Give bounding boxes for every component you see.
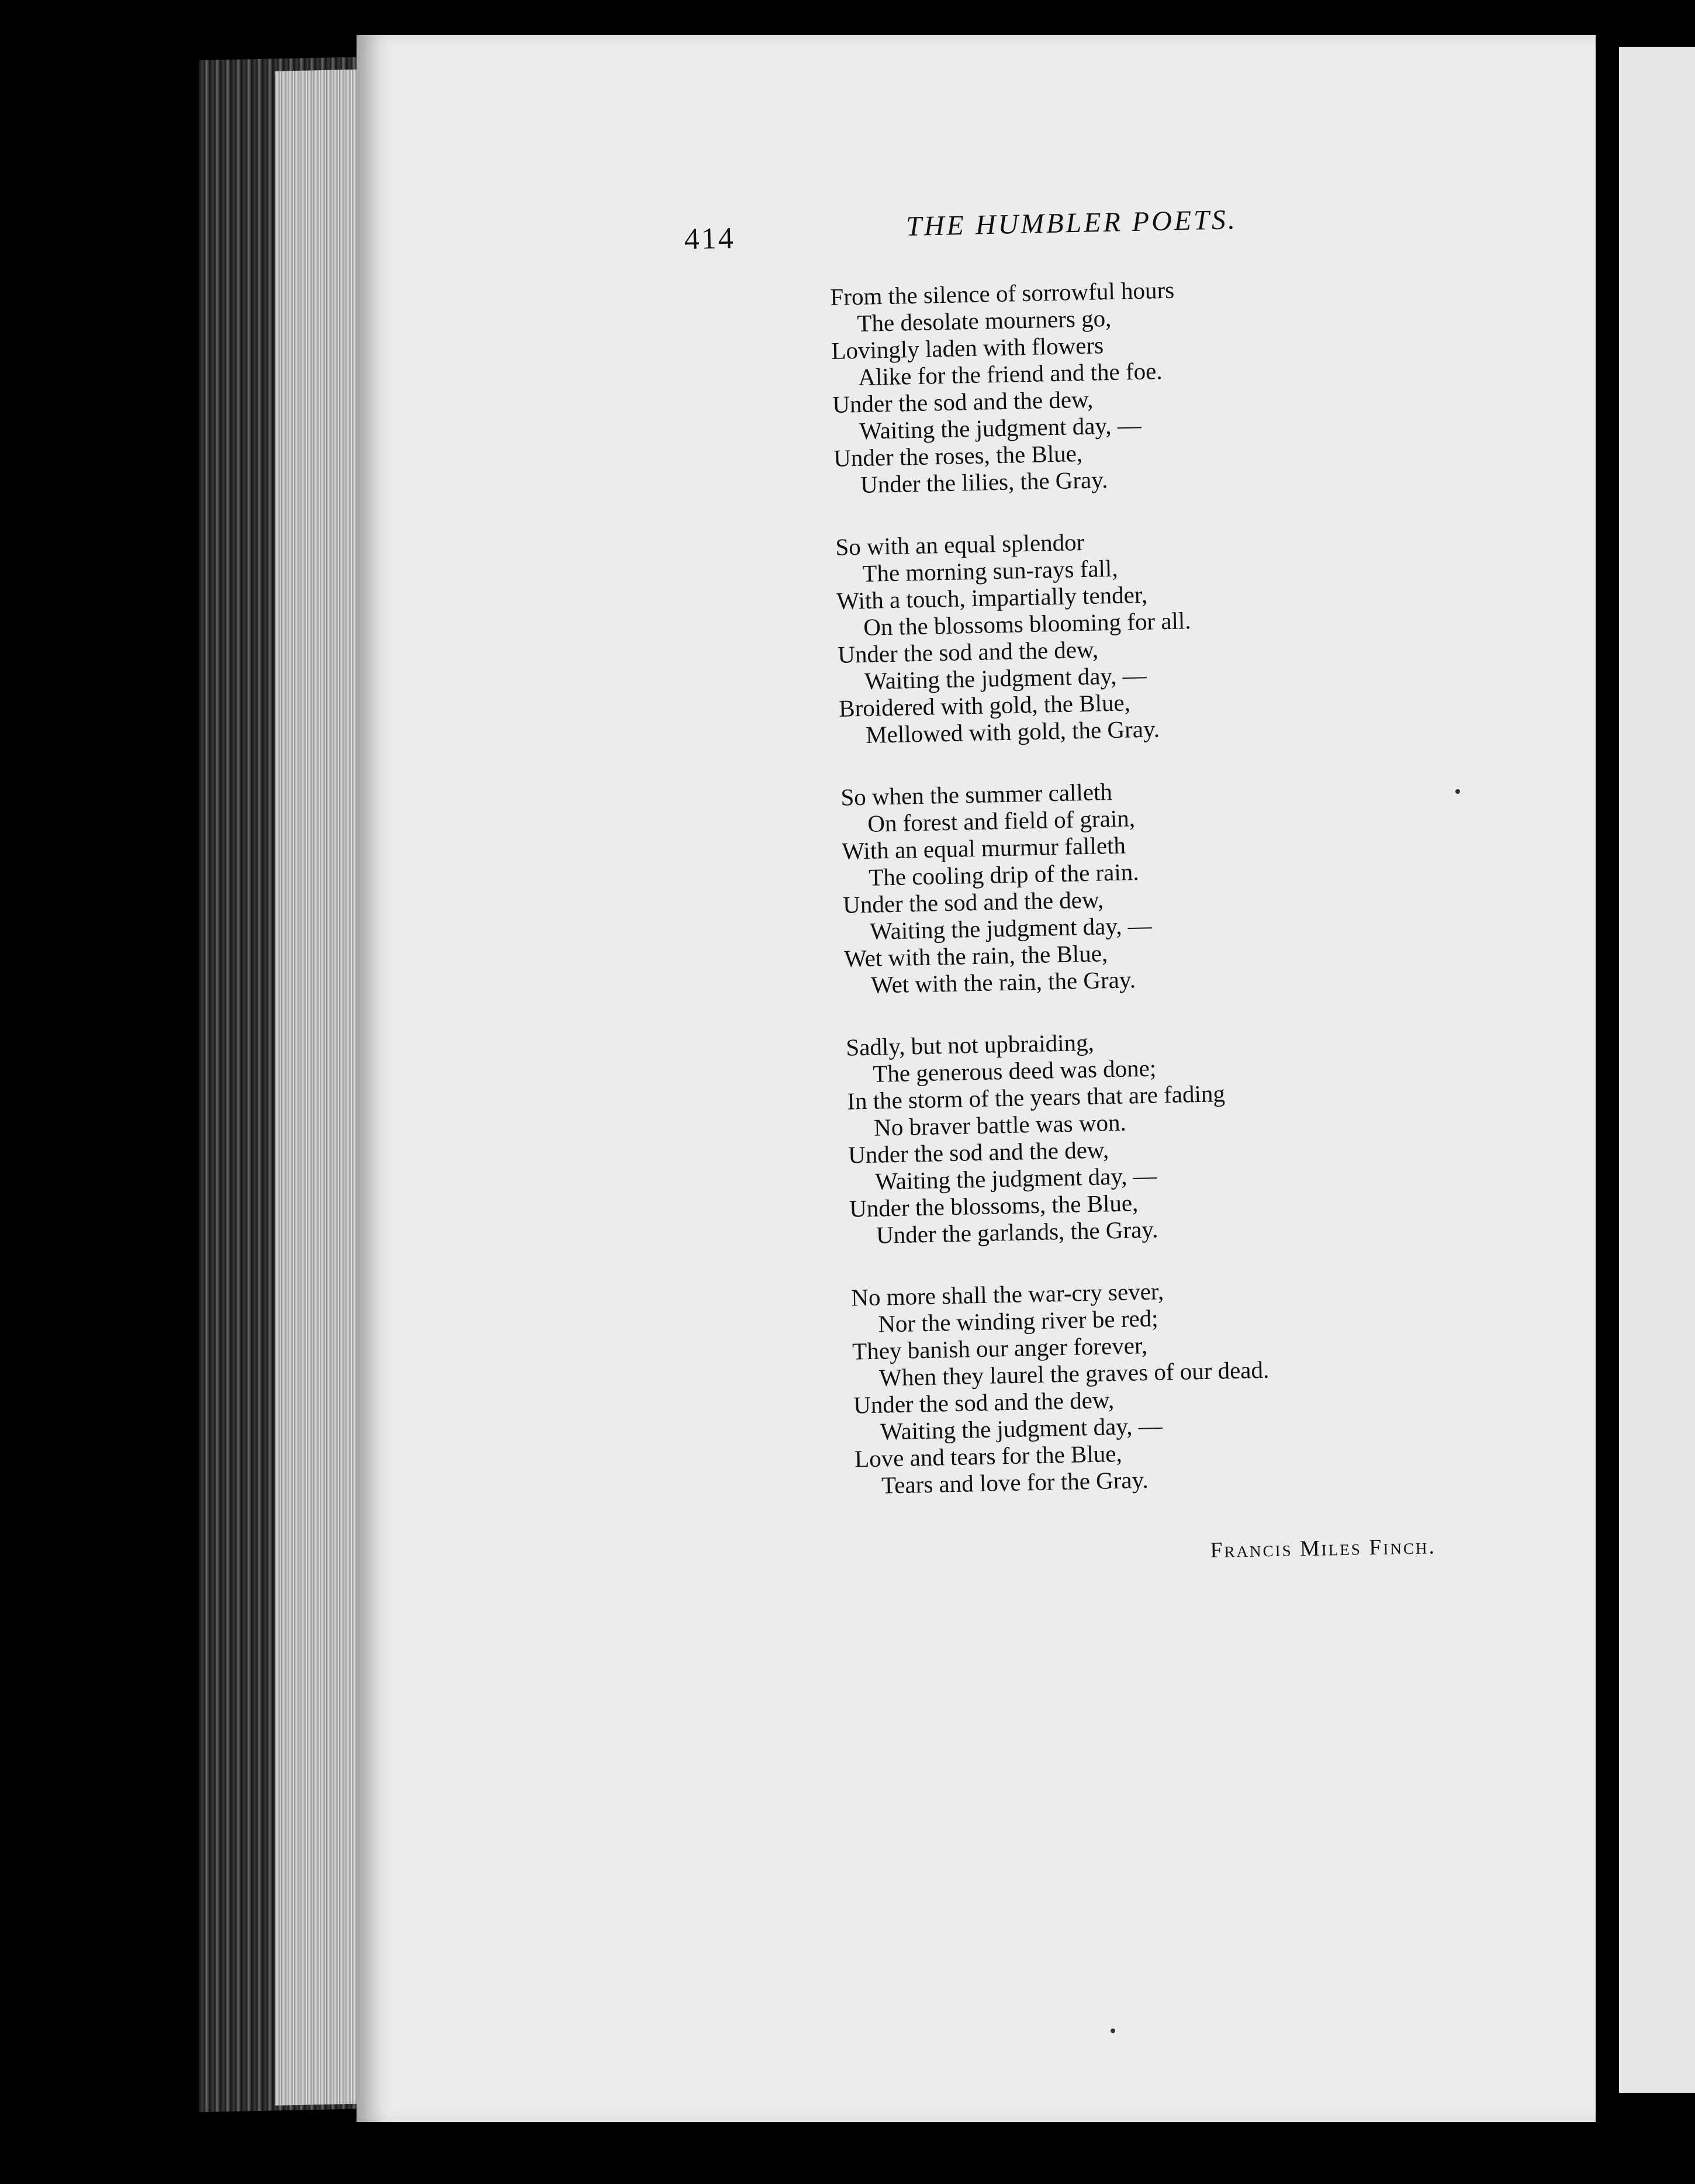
poem-line: From the silence of sorrowful hours xyxy=(830,276,1175,310)
poem-line: Waiting the judgment day, — xyxy=(859,411,1142,444)
poem-line: The cooling drip of the rain. xyxy=(868,858,1139,891)
poem-line: On forest and field of grain, xyxy=(867,804,1136,837)
poem-line: Waiting the judgment day, — xyxy=(869,911,1153,945)
facing-page-edge xyxy=(1619,47,1695,2093)
poem-line: Waiting the judgment day, — xyxy=(864,661,1147,694)
poem-line: Under the garlands, the Gray. xyxy=(876,1215,1158,1249)
poem-line: Love and tears for the Blue, xyxy=(854,1439,1123,1473)
poem-line: So with an equal splendor xyxy=(835,528,1085,561)
poem-stanza xyxy=(835,519,1529,749)
poem-line: The generous deed was done; xyxy=(872,1054,1157,1087)
poem-line: Waiting the judgment day, — xyxy=(874,1162,1158,1195)
poem-line: Under the blossoms, the Blue, xyxy=(849,1189,1139,1222)
poem-line: Broidered with gold, the Blue, xyxy=(838,689,1131,722)
poem-line: The desolate mourners go, xyxy=(856,304,1112,337)
poem-line: No braver battle was won. xyxy=(873,1108,1127,1141)
poem-line: The morning sun-rays fall, xyxy=(862,554,1119,587)
page-speck xyxy=(1455,789,1460,794)
poem-line: Tears and love for the Gray. xyxy=(881,1466,1149,1499)
page-number: 414 xyxy=(684,222,736,256)
poem-stanza xyxy=(851,1270,1545,1499)
poem-line: With a touch, impartially tender, xyxy=(836,580,1148,614)
poem-line: Sadly, but not upbraiding, xyxy=(845,1028,1095,1061)
poem-line: Under the sod and the dew, xyxy=(832,385,1094,418)
poem-line: Under the sod and the dew, xyxy=(848,1136,1109,1169)
poem-line: Lovingly laden with flowers xyxy=(831,331,1104,364)
poem-line: In the storm of the years that are fading xyxy=(846,1080,1226,1115)
poem-line: No more shall the war-cry sever, xyxy=(850,1277,1164,1311)
poem-stanza xyxy=(840,769,1534,999)
poem-line: Waiting the judgment day, — xyxy=(880,1412,1163,1445)
running-head: THE HUMBLER POETS. xyxy=(905,204,1238,243)
poem-line: Wet with the rain, the Blue, xyxy=(843,939,1108,972)
poem-author: Francis Miles Finch. xyxy=(1210,1534,1437,1563)
poem-line: Under the sod and the dew, xyxy=(853,1386,1115,1419)
poem-line: With an equal murmur falleth xyxy=(841,831,1126,865)
page-speck xyxy=(1111,2029,1115,2033)
poem-line: Under the lilies, the Gray. xyxy=(860,466,1108,498)
poem-line: They banish our anger forever, xyxy=(852,1332,1148,1365)
poem-line: On the blossoms blooming for all. xyxy=(863,607,1191,641)
poem-line: Alike for the friend and the foe. xyxy=(857,357,1163,391)
poem-line: Under the sod and the dew, xyxy=(837,635,1099,668)
poem-line: When they laurel the graves of our dead. xyxy=(878,1356,1269,1391)
poem-line: Under the sod and the dew, xyxy=(842,886,1104,918)
poem-body xyxy=(830,269,1546,1534)
book-gutter xyxy=(1596,35,1619,2140)
poem-line: Mellowed with gold, the Gray. xyxy=(865,715,1160,748)
poem-stanza xyxy=(846,1020,1540,1249)
poem-line: Nor the winding river be red; xyxy=(877,1304,1158,1338)
poem-line: So when the summer calleth xyxy=(840,778,1113,811)
poem-line: Wet with the rain, the Gray. xyxy=(870,966,1136,998)
poem-line: Under the roses, the Blue, xyxy=(833,440,1083,472)
poem-stanza xyxy=(830,269,1524,499)
